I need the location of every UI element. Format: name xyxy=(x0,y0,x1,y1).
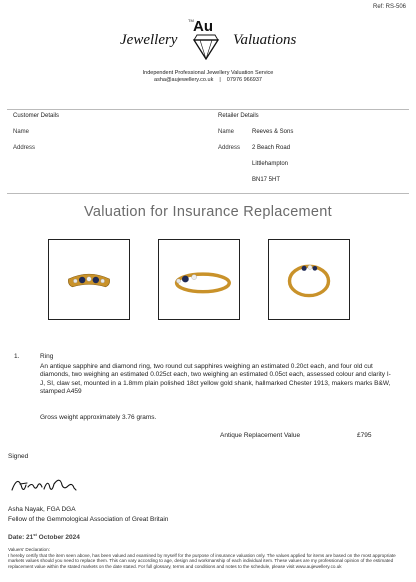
ring-side-image xyxy=(269,240,349,319)
valuation-date xyxy=(8,532,80,541)
brand-header xyxy=(0,18,416,62)
valuation-headline: Valuation for Insurance Replacement xyxy=(83,204,332,220)
reference-number: Ref: RS-506 xyxy=(372,4,406,10)
ring-photo-side xyxy=(268,239,350,320)
signed-label: Signed xyxy=(8,453,29,460)
replacement-value-label: Antique Replacement Value xyxy=(220,432,301,439)
retailer-details-title: Retailer Details xyxy=(218,113,259,119)
contact-phone[interactable]: 07976 966937 xyxy=(226,77,262,83)
declaration-text: I hereby certify that the item seen above, has been valued and examined by myself for the purpose of insurance valuation only. The values applied for items are based on the most appropriate markets values should you need to replace them. This can vary according to age, design and workmanship of each individual item. These values are my professional opinion of the estimated replacement value within the stated markets on the date stated. For full glossary, terms and conditions and notes to the schedule, please visit www.aujewellery.co.uk xyxy=(8,552,396,569)
ring-front-image xyxy=(49,240,129,319)
divider-middle xyxy=(7,193,409,194)
item-number: 1. xyxy=(14,353,20,360)
valuers-declaration xyxy=(8,547,410,569)
item-type: Ring xyxy=(40,353,54,360)
date-rest: October 2024 xyxy=(36,534,80,542)
retailer-address-line: Littlehampton xyxy=(252,161,289,167)
retailer-address-label: Address xyxy=(218,145,241,151)
service-line: Independent Professional Jewellery Valuation Service xyxy=(142,70,274,76)
ring-angle-image xyxy=(159,240,239,319)
diamond-logo-icon xyxy=(190,34,222,60)
date-ordinal: st xyxy=(33,532,37,537)
customer-address-label: Address xyxy=(13,145,36,151)
replacement-value: £795 xyxy=(357,432,372,439)
valuer-name: Asha Nayak, FGA DGA xyxy=(8,506,76,513)
signature-image xyxy=(10,470,80,496)
gross-weight: Gross weight approximately 3.76 grams. xyxy=(40,414,157,421)
logo-letters: Au xyxy=(193,18,213,35)
customer-name-label: Name xyxy=(13,129,30,135)
retailer-name-label: Name xyxy=(218,129,235,135)
ring-photo-front xyxy=(48,239,130,320)
customer-details-title: Customer Details xyxy=(13,113,60,119)
trademark-mark: TM xyxy=(188,18,194,23)
retailer-name-value: Reeves & Sons xyxy=(252,129,294,135)
contact-email[interactable]: asha@aujewellery.co.uk xyxy=(154,77,214,83)
brand-word-left: Jewellery xyxy=(120,32,178,48)
contact-line xyxy=(0,77,416,83)
item-description: An antique sapphire and diamond ring, two round cut sapphires weighing an estimated 0.20ct each, and four old cut diamonds, two weighing an estimated 0.025ct each, two weighing an estimated 0.05ct each, assessed colour and clarity I-J, SI, claw set, mounted in a 1.8mm plain polished 18ct yellow gold shank, hallmarked Chester 1913, makers marks B&W, stamped A459 xyxy=(40,363,391,396)
date-label: Date: 21 xyxy=(8,534,34,542)
retailer-address-line: BN17 5HT xyxy=(252,177,281,183)
brand-word-right: Valuations xyxy=(233,32,297,48)
retailer-address-line: 2 Beach Road xyxy=(252,145,291,151)
valuer-title: Fellow of the Gemmological Association of Great Britain xyxy=(8,516,169,523)
contact-separator: | xyxy=(219,77,221,83)
ring-photo-angle xyxy=(158,239,240,320)
declaration-heading: Valuers' Declaration: xyxy=(8,547,50,552)
divider-top xyxy=(7,109,409,110)
